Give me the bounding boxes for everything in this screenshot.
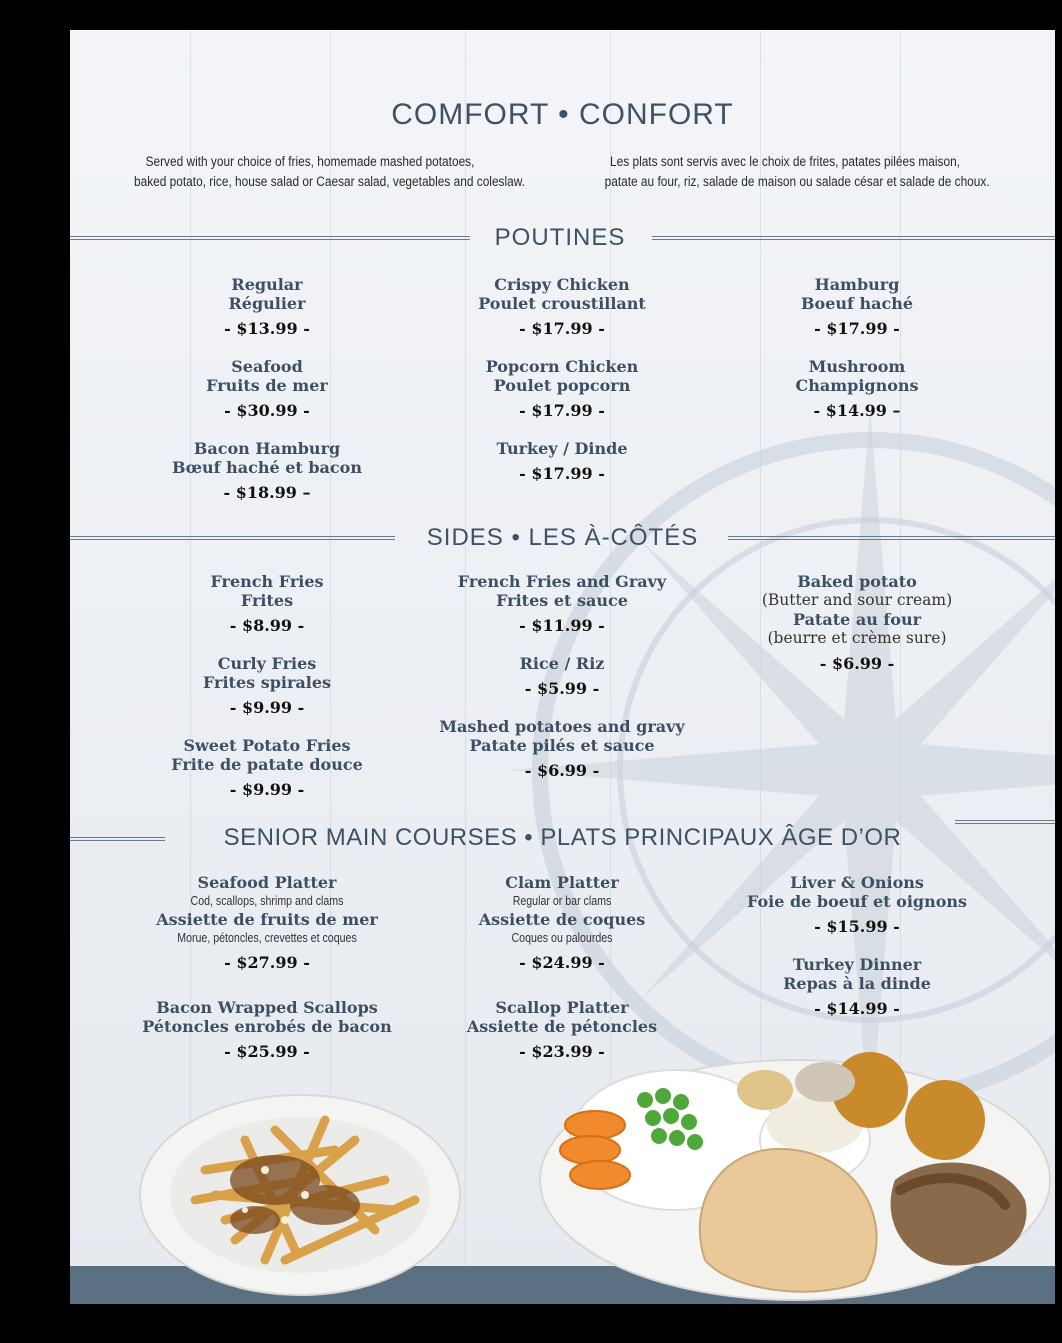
item-price: - $27.99 - bbox=[224, 953, 310, 972]
item-name-fr: Pétoncles enrobés de bacon bbox=[142, 1017, 392, 1036]
item-note-en: (Butter and sour cream) bbox=[761, 591, 953, 609]
item-name-fr: Poulet croustillant bbox=[478, 294, 646, 313]
item-name-fr: Patate au four bbox=[792, 610, 922, 629]
menu-item bbox=[142, 998, 391, 1061]
item-name-en: Seafood bbox=[231, 357, 303, 376]
menu-item bbox=[210, 572, 323, 635]
menu-item bbox=[479, 873, 646, 972]
item-name-fr: Frite de patate douce bbox=[171, 755, 363, 774]
menu-item bbox=[801, 275, 913, 338]
menu-item bbox=[520, 654, 605, 698]
item-name-en: Sweet Potato Fries bbox=[183, 736, 351, 755]
item-name-en: Regular bbox=[231, 275, 303, 294]
item-name-fr: Frites et sauce bbox=[496, 591, 628, 610]
item-name-fr: Assiette de coques bbox=[478, 910, 646, 929]
item-price: - $9.99 - bbox=[229, 780, 305, 799]
poutines-title: POUTINES bbox=[494, 224, 626, 251]
item-price: - $23.99 - bbox=[519, 1042, 605, 1061]
item-name-fr: Champignons bbox=[795, 376, 919, 395]
item-name-en: Bacon Wrapped Scallops bbox=[156, 998, 378, 1017]
section-rule bbox=[70, 837, 165, 841]
item-price: - $8.99 - bbox=[229, 616, 305, 635]
item-name-en: Curly Fries bbox=[217, 654, 317, 673]
item-name-fr: Foie de boeuf et oignons bbox=[746, 892, 968, 911]
menu-item bbox=[762, 572, 952, 673]
item-desc-fr: Morue, pétoncles, crevettes et coques bbox=[177, 931, 357, 945]
sides-title: SIDES • LES À-CÔTÉS bbox=[426, 524, 699, 551]
intro-french-line-2: patate au four, riz, salade de maison ou salade césar et salade de choux. bbox=[604, 174, 990, 189]
item-name-en: Clam Platter bbox=[505, 873, 619, 892]
menu-item bbox=[206, 357, 328, 420]
item-name-fr: Fruits de mer bbox=[206, 376, 328, 395]
senior-title: SENIOR MAIN COURSES • PLATS PRINCIPAUX ÂGE D’OR bbox=[223, 824, 902, 851]
item-name-en: Hamburg bbox=[814, 275, 900, 294]
item-price: - $30.99 - bbox=[224, 401, 310, 420]
item-name-fr: Frites spirales bbox=[202, 673, 332, 692]
item-price: - $17.99 - bbox=[519, 401, 605, 420]
section-rule bbox=[728, 536, 1055, 540]
menu-item bbox=[783, 955, 931, 1018]
item-name-fr: Régulier bbox=[228, 294, 306, 313]
menu-item bbox=[172, 439, 362, 502]
menu-item bbox=[439, 717, 684, 780]
intro-english-line-1: Served with your choice of fries, homemade mashed potatoes, bbox=[145, 154, 475, 169]
item-name-en: Popcorn Chicken bbox=[485, 357, 639, 376]
intro-english-line-2: baked potato, rice, house salad or Caesar salad, vegetables and coleslaw. bbox=[134, 174, 525, 189]
intro-french-line-1: Les plats sont servis avec le choix de frites, patates pilées maison, bbox=[610, 154, 960, 169]
menu-item bbox=[747, 873, 967, 936]
poutine-plate-image bbox=[135, 1070, 465, 1300]
item-price: - $6.99 - bbox=[819, 654, 895, 673]
item-name-en: Mashed potatoes and gravy bbox=[439, 717, 685, 736]
item-name-en: Mushroom bbox=[808, 357, 906, 376]
comfort-title: COMFORT • CONFORT bbox=[391, 98, 734, 131]
item-name-en: Turkey Dinner bbox=[792, 955, 922, 974]
section-rule bbox=[955, 820, 1055, 824]
item-name-en: Turkey / Dinde bbox=[496, 439, 628, 458]
item-name-fr: Assiette de fruits de mer bbox=[156, 910, 378, 929]
item-price: - $5.99 - bbox=[524, 679, 600, 698]
menu-item bbox=[203, 654, 331, 717]
item-name-en: Seafood Platter bbox=[197, 873, 337, 892]
item-name-en: Bacon Hamburg bbox=[193, 439, 341, 458]
menu-item bbox=[171, 736, 363, 799]
item-desc-fr: Coques ou palourdes bbox=[511, 931, 613, 945]
item-name-en: Baked potato bbox=[797, 572, 917, 591]
item-name-fr: Boeuf haché bbox=[800, 294, 914, 313]
menu-page bbox=[70, 30, 1055, 1304]
item-price: - $15.99 - bbox=[814, 917, 900, 936]
menu-item bbox=[497, 439, 628, 483]
item-price: - $6.99 - bbox=[524, 761, 600, 780]
item-price: - $17.99 - bbox=[814, 319, 900, 338]
item-name-fr: Poulet popcorn bbox=[493, 376, 631, 395]
item-price: - $17.99 - bbox=[519, 319, 605, 338]
item-name-fr: Patate pilés et sauce bbox=[469, 736, 655, 755]
item-price: - $24.99 - bbox=[519, 953, 605, 972]
item-name-en: Crispy Chicken bbox=[494, 275, 630, 294]
item-price: - $13.99 - bbox=[224, 319, 310, 338]
item-price: - $14.99 - bbox=[814, 999, 900, 1018]
intro-english bbox=[134, 152, 525, 192]
menu-item bbox=[224, 275, 310, 338]
menu-item bbox=[156, 873, 378, 972]
item-name-en: Liver & Onions bbox=[790, 873, 924, 892]
item-price: - $25.99 - bbox=[224, 1042, 310, 1061]
item-name-fr: Bœuf haché et bacon bbox=[172, 458, 362, 477]
intro-french bbox=[604, 152, 990, 192]
item-price: - $18.99 – bbox=[223, 483, 311, 502]
section-rule bbox=[652, 236, 1055, 240]
item-price: - $9.99 - bbox=[229, 698, 305, 717]
item-desc-en: Regular or bar clams bbox=[512, 894, 612, 908]
item-price: - $14.99 – bbox=[813, 401, 901, 420]
section-rule bbox=[70, 536, 395, 540]
item-desc-en: Cod, scallops, shrimp and clams bbox=[190, 894, 344, 908]
item-price: - $11.99 - bbox=[519, 616, 605, 635]
menu-item bbox=[458, 572, 666, 635]
turkey-dinner-plate-image bbox=[535, 1030, 1055, 1304]
item-name-en: French Fries bbox=[210, 572, 324, 591]
section-rule bbox=[70, 236, 470, 240]
menu-item bbox=[795, 357, 918, 420]
menu-item bbox=[486, 357, 639, 420]
item-name-en: Scallop Platter bbox=[495, 998, 629, 1017]
item-name-fr: Repas à la dinde bbox=[783, 974, 931, 993]
item-name-fr: Frites bbox=[240, 591, 294, 610]
item-name-fr: Assiette de pétoncles bbox=[466, 1017, 658, 1036]
menu-item bbox=[478, 275, 646, 338]
item-note-fr: (beurre et crème sure) bbox=[767, 629, 947, 647]
item-price: - $17.99 - bbox=[519, 464, 605, 483]
item-name-en: Rice / Riz bbox=[519, 654, 605, 673]
item-name-en: French Fries and Gravy bbox=[457, 572, 667, 591]
